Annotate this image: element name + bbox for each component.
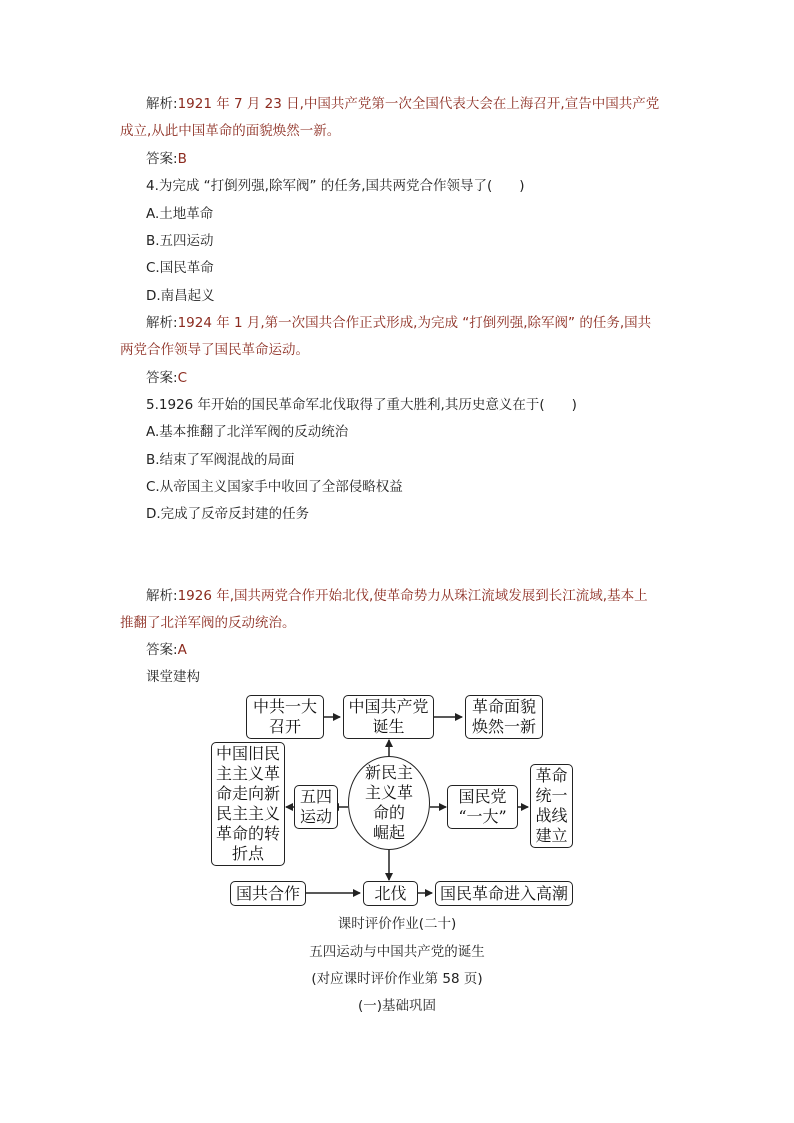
answer-label: 答案: [146, 151, 178, 167]
node-kmt-cpc-cooperation: 国共合作 [230, 881, 306, 906]
structure-heading: 课堂建构 [146, 669, 200, 685]
q5-option-a: A.基本推翻了北洋军阀的反动统治 [146, 424, 349, 440]
q4-analysis-line2: 两党合作领导了国民革命运动。 [120, 342, 309, 358]
analysis-label: 解析: [146, 315, 178, 331]
q5-option-d: D.完成了反帝反封建的任务 [146, 506, 310, 522]
node-center: 新民主 主义革 命的 崛起 [348, 756, 430, 850]
q3-analysis-line2: 成立,从此中国革命的面貌焕然一新。 [120, 123, 341, 139]
answer-value: C [177, 370, 187, 386]
node-national-revolution-climax: 国民革命进入高潮 [435, 881, 573, 906]
q4-option-c: C.国民革命 [146, 260, 214, 276]
q4-option-b: B.五四运动 [146, 233, 214, 249]
q4-option-d: D.南昌起义 [146, 288, 215, 304]
q4-option-a: A.土地革命 [146, 206, 214, 222]
node-may-fourth: 五四 运动 [294, 785, 338, 829]
analysis-text: 1924 年 1 月,第一次国共合作正式形成,为完成 “打倒列强,除军阀” 的任务,国共 [177, 315, 652, 331]
q3-answer [146, 149, 187, 169]
answer-label: 答案: [146, 642, 178, 658]
q4-analysis-line1 [146, 313, 651, 333]
node-turning-point: 中国旧民 主主义革 命走向新 民主主义 革命的转 折点 [211, 742, 285, 866]
concept-diagram [200, 690, 600, 910]
q5-analysis-line2: 推翻了北洋军阀的反动统治。 [120, 615, 296, 631]
q4-stem: 4.为完成 “打倒列强,除军阀” 的任务,国共两党合作领导了( ) [146, 178, 525, 194]
analysis-label: 解析: [146, 588, 178, 604]
node-northern-expedition: 北伐 [363, 881, 418, 906]
q5-analysis-line1 [146, 586, 648, 606]
node-united-front: 革命 统一 战线 建立 [530, 764, 573, 848]
answer-label: 答案: [146, 370, 178, 386]
analysis-text: 1926 年,国共两党合作开始北伐,使革命势力从珠江流域发展到长江流域,基本上 [177, 588, 648, 604]
answer-value: A [177, 642, 187, 658]
lesson-title: 五四运动与中国共产党的诞生 [309, 944, 485, 960]
analysis-label: 解析: [146, 96, 178, 112]
q5-option-b: B.结束了军阀混战的局面 [146, 452, 295, 468]
q5-option-c: C.从帝国主义国家手中收回了全部侵略权益 [146, 479, 403, 495]
node-revolution-new-look: 革命面貌 焕然一新 [465, 695, 543, 739]
node-cpc-founded: 中国共产党 诞生 [343, 695, 434, 739]
section-title: (一)基础巩固 [357, 998, 437, 1014]
q5-stem: 5.1926 年开始的国民革命军北伐取得了重大胜利,其历史意义在于( ) [146, 397, 577, 413]
answer-value: B [177, 151, 187, 167]
q5-answer [146, 640, 187, 660]
node-cpc-first-congress: 中共一大 召开 [246, 695, 324, 739]
q4-answer [146, 368, 187, 388]
node-kmt-first-congress: 国民党 “一大” [447, 785, 518, 829]
analysis-text: 1921 年 7 月 23 日,中国共产党第一次全国代表大会在上海召开,宣告中国共产党 [177, 96, 660, 112]
q3-analysis-line1 [146, 94, 659, 114]
page-reference: (对应课时评价作业第 58 页) [311, 971, 483, 987]
homework-title: 课时评价作业(二十) [337, 916, 457, 932]
